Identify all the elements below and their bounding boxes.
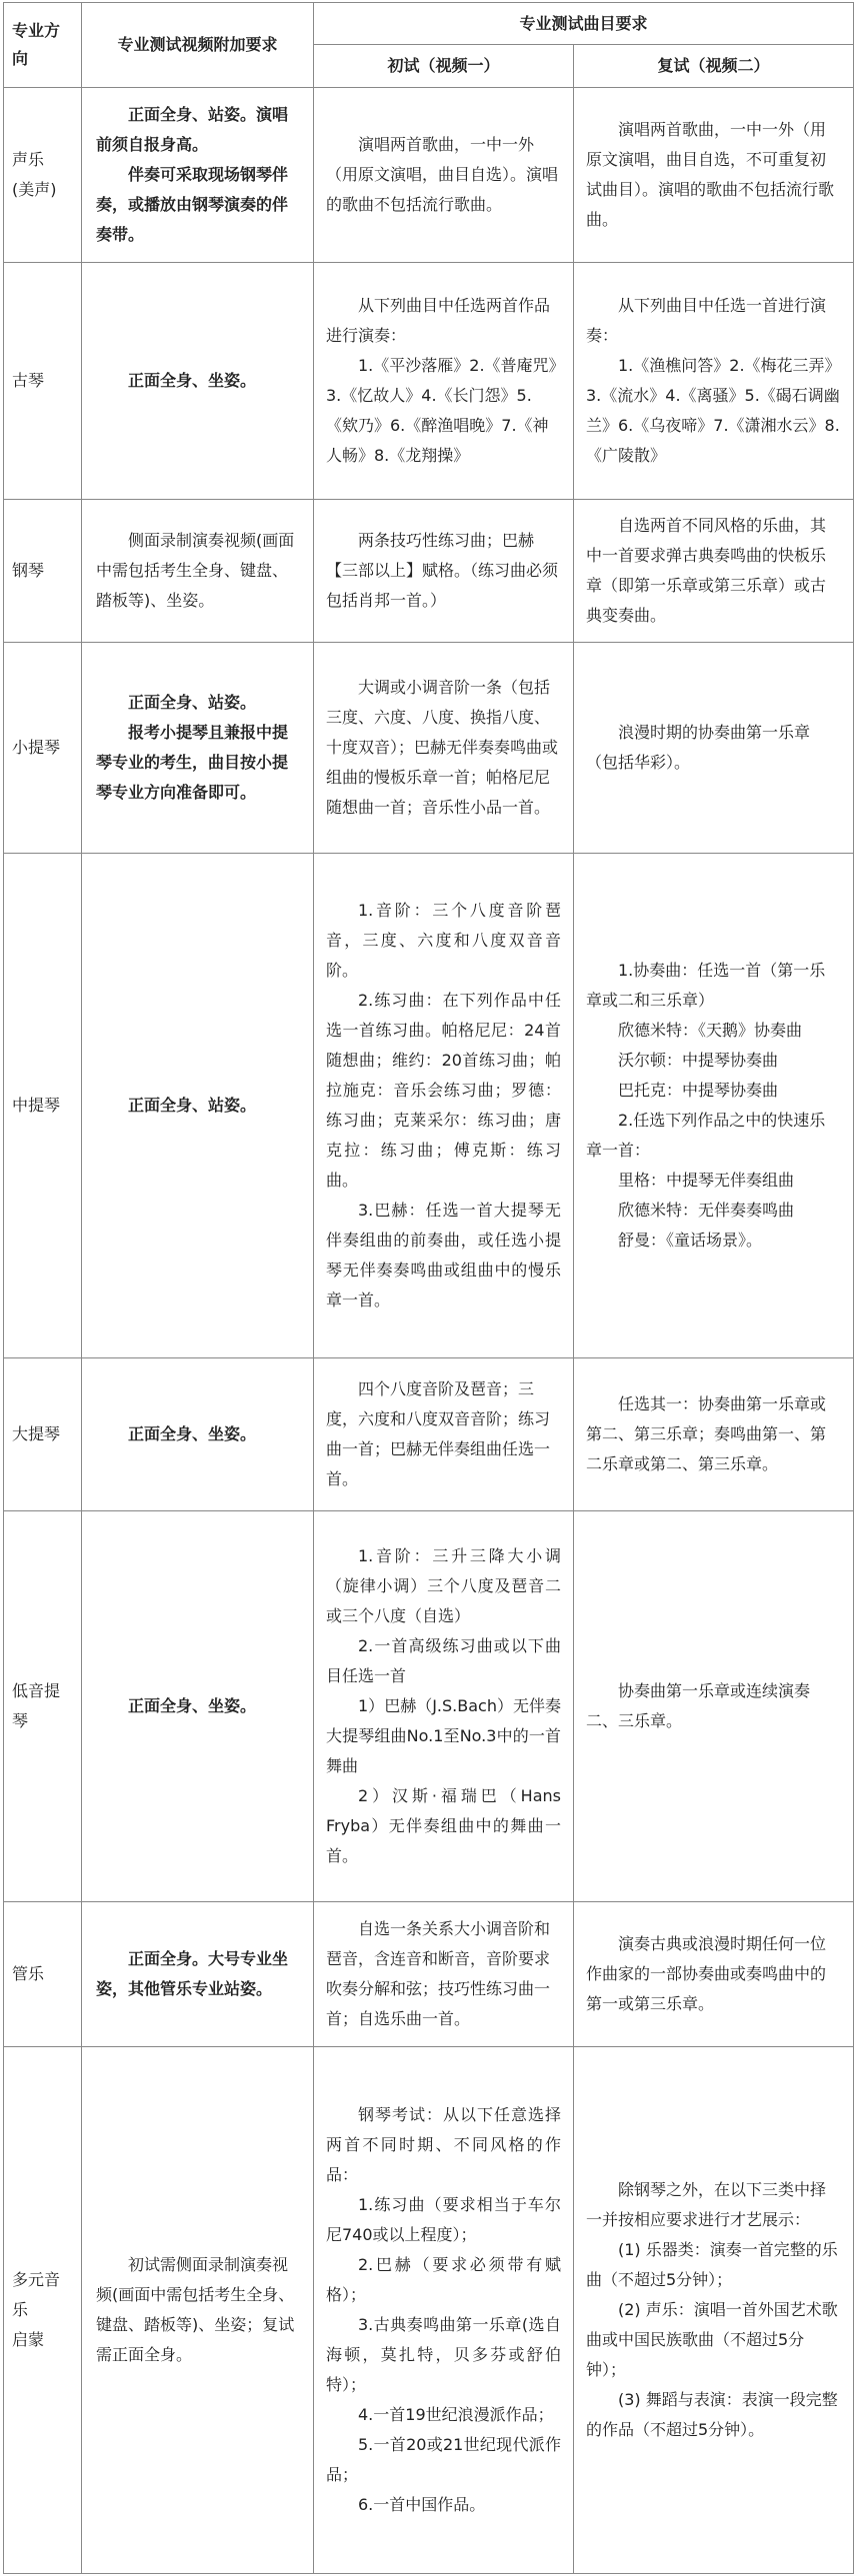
video-requirement — [82, 499, 314, 642]
first-round-line: 1.练习曲（要求相当于车尔尼740或以上程度）； — [326, 2195, 561, 2245]
major-name-text: 管乐 — [12, 1964, 45, 1984]
major-name-text: 大提琴 — [12, 1423, 61, 1443]
video-requirement — [82, 262, 314, 499]
second-round — [574, 262, 854, 499]
major-name — [4, 1357, 82, 1510]
second-round — [574, 499, 854, 642]
video-requirement — [82, 1357, 314, 1510]
second-round-line: 里格：中提琴无伴奏组曲 — [618, 1170, 795, 1190]
second-round-line: 欣德米特：无伴奏奏鸣曲 — [618, 1200, 795, 1220]
video-requirement — [82, 1510, 314, 1901]
first-round-line: 两条技巧性练习曲；巴赫【三部以上】赋格。（练习曲必须包括肖邦一首。） — [326, 530, 559, 610]
major-name — [4, 1510, 82, 1901]
requirement-line: 正面全身、站姿。 — [128, 692, 257, 712]
second-round — [574, 1357, 854, 1510]
requirement-line: 正面全身、站姿。演唱前须自报身高。 — [96, 104, 289, 154]
major-name-text: 古琴 — [12, 370, 45, 390]
first-round-line: 3.巴赫：任选一首大提琴无伴奏组曲的前奏曲，或任选小提琴无伴奏奏鸣曲或组曲中的慢乐章一首。 — [326, 1200, 561, 1309]
second-round-line: 演唱两首歌曲，一中一外（用原文演唱，曲目自选，不可重复初试曲目）。演唱的歌曲不包括流行歌曲。 — [586, 119, 835, 229]
row-vocal — [4, 87, 854, 262]
first-round-line: 从下列曲目中任选两首作品进行演奏： — [326, 295, 551, 345]
major-name-text: 低音提琴 — [12, 1681, 61, 1731]
second-round-line: 舒曼：《童话场景》。 — [618, 1230, 763, 1250]
video-requirement — [82, 853, 314, 1357]
requirement-line: 初试需侧面录制演奏视频(画面中需包括考生全身、键盘、踏板等)、坐姿；复试需正面全身。 — [96, 2255, 295, 2365]
header-first-round: 初试（视频一） — [314, 45, 574, 87]
header-video-extra: 专业测试视频附加要求 — [82, 3, 314, 88]
first-round-line: 1.《平沙落雁》2.《普庵咒》3.《忆故人》4.《长门怨》5.《欸乃》6.《醉渔唱晚》7.《神人畅》8.《龙翔操》 — [326, 355, 557, 465]
requirement-line: 侧面录制演奏视频(画面中需包括考生全身、键盘、踏板等)、坐姿。 — [96, 530, 295, 610]
first-round-line: 1）巴赫（J.S.Bach）无伴奏大提琴组曲No.1至No.3中的一首舞曲 — [326, 1696, 561, 1776]
second-round — [574, 87, 854, 262]
major-name — [4, 2047, 82, 2574]
second-round-line: 演奏古典或浪漫时期任何一位作曲家的一部协奏曲或奏鸣曲中的第一或第三乐章。 — [586, 1934, 827, 2014]
first-round-line: 2）汉斯·福瑞巴（Hans Fryba）无伴奏组曲中的舞曲一首。 — [326, 1786, 561, 1866]
row-guqin — [4, 262, 854, 499]
video-requirement — [82, 2047, 314, 2574]
first-round-line: 自选一条关系大小调音阶和琶音，含连音和断音，音阶要求吹奏分解和弦；技巧性练习曲一首；自选乐曲一首。 — [326, 1919, 551, 2029]
first-round-line: 5.一首20或21世纪现代派作品； — [326, 2435, 561, 2485]
major-name-text: 钢琴 — [12, 560, 45, 580]
major-name — [4, 87, 82, 262]
row-wind — [4, 1902, 854, 2047]
second-round-line: 自选两首不同风格的乐曲，其中一首要求弹古典奏鸣曲的快板乐章（即第一乐章或第三乐章）或古典变奏曲。 — [586, 515, 827, 625]
second-round — [574, 2047, 854, 2574]
second-round-line: 巴托克：中提琴协奏曲 — [618, 1080, 779, 1100]
major-name — [4, 1902, 82, 2047]
first-round — [314, 1902, 574, 2047]
second-round-line: 2.任选下列作品之中的快速乐章一首： — [586, 1110, 826, 1160]
second-round-line: 任选其一：协奏曲第一乐章或第二、第三乐章；奏鸣曲第一、第二乐章或第二、第三乐章。 — [586, 1393, 827, 1473]
first-round — [314, 2047, 574, 2574]
first-round-line: 6.一首中国作品。 — [358, 2495, 486, 2515]
requirements-table — [3, 2, 854, 2574]
row-multi-music — [4, 2047, 854, 2574]
second-round-line: 欣德米特：《天鹅》协奏曲 — [618, 1020, 803, 1040]
second-round-line: (2) 声乐：演唱一首外国艺术歌曲或中国民族歌曲（不超过5分钟）； — [586, 2300, 838, 2380]
major-name — [4, 262, 82, 499]
first-round — [314, 262, 574, 499]
requirement-line: 伴奏可采取现场钢琴伴奏，或播放由钢琴演奏的伴奏带。 — [96, 164, 289, 244]
first-round-line: 2.一首高级练习曲或以下曲目任选一首 — [326, 1636, 561, 1686]
first-round-line: 2.练习曲：在下列作品中任选一首练习曲。帕格尼尼：24首随想曲；维约：20首练习曲；帕拉施克：音乐会练习曲；罗德：练习曲；克莱采尔：练习曲；唐克拉：练习曲；傅克斯：练习曲。 — [326, 990, 561, 1190]
first-round — [314, 642, 574, 853]
first-round-line: 大调或小调音阶一条（包括三度、六度、八度、换指八度、十度双音）；巴赫无伴奏奏鸣曲或组曲的慢板乐章一首；帕格尼尼随想曲一首；音乐性小品一首。 — [326, 677, 559, 817]
first-round-line: 钢琴考试：从以下任意选择两首不同时期、不同风格的作品： — [326, 2105, 561, 2185]
second-round — [574, 1510, 854, 1901]
row-viola — [4, 853, 854, 1357]
second-round — [574, 1902, 854, 2047]
first-round — [314, 87, 574, 262]
second-round — [574, 642, 854, 853]
header-second-round: 复试（视频二） — [574, 45, 854, 87]
first-round-line: 四个八度音阶及琶音；三度，六度和八度双音音阶；练习曲一首；巴赫无伴奏组曲任选一首。 — [326, 1378, 551, 1488]
second-round-line: 1.协奏曲：任选一首（第一乐章或二和三乐章） — [586, 960, 826, 1010]
major-name-text: 多元音乐 启蒙 — [12, 2270, 61, 2350]
row-cello — [4, 1357, 854, 1510]
row-violin — [4, 642, 854, 853]
header-row — [4, 3, 854, 45]
header-direction: 专业方向 — [4, 3, 82, 88]
major-name — [4, 642, 82, 853]
requirement-line: 正面全身、坐姿。 — [128, 1696, 257, 1716]
requirement-line: 正面全身。大号专业坐姿，其他管乐专业站姿。 — [96, 1949, 289, 1999]
second-round-line: 沃尔顿：中提琴协奏曲 — [618, 1050, 779, 1070]
video-requirement — [82, 87, 314, 262]
requirement-line: 正面全身、坐姿。 — [128, 370, 257, 390]
second-round-line: 协奏曲第一乐章或连续演奏二、三乐章。 — [586, 1681, 811, 1731]
first-round — [314, 853, 574, 1357]
first-round-line: 3.古典奏鸣曲第一乐章(选自海顿，莫扎特，贝多芬或舒伯特）； — [326, 2315, 561, 2395]
major-name — [4, 499, 82, 642]
video-requirement — [82, 642, 314, 853]
requirement-line: 正面全身、坐姿。 — [128, 1423, 257, 1443]
second-round-line: 从下列曲目中任选一首进行演奏： — [586, 295, 827, 345]
requirement-line: 报考小提琴且兼报中提琴专业的考生，曲目按小提琴专业方向准备即可。 — [96, 722, 289, 802]
first-round-line: 1.音阶：三个八度音阶琶音，三度、六度和八度双音音阶。 — [326, 900, 561, 980]
first-round-line: 1.音阶：三升三降大小调（旋律小调）三个八度及琶音二或三个八度（自选） — [326, 1546, 561, 1626]
header-repertoire: 专业测试曲目要求 — [314, 3, 854, 45]
first-round — [314, 1357, 574, 1510]
major-name-text: 中提琴 — [12, 1095, 61, 1115]
row-piano — [4, 499, 854, 642]
second-round — [574, 853, 854, 1357]
first-round-line: 2.巴赫（要求必须带有赋格）； — [326, 2255, 561, 2305]
requirement-line: 正面全身、站姿。 — [128, 1095, 257, 1115]
major-name-text: 声乐 (美声) — [12, 149, 57, 199]
first-round — [314, 1510, 574, 1901]
second-round-line: 浪漫时期的协奏曲第一乐章（包括华彩）。 — [586, 722, 811, 772]
major-name — [4, 853, 82, 1357]
second-round-line: (1) 乐器类：演奏一首完整的乐曲（不超过5分钟）； — [586, 2240, 838, 2290]
first-round — [314, 499, 574, 642]
first-round-line: 4.一首19世纪浪漫派作品； — [358, 2405, 554, 2425]
second-round-line: 除钢琴之外，在以下三类中择一并按相应要求进行才艺展示： — [586, 2180, 827, 2230]
video-requirement — [82, 1902, 314, 2047]
major-name-text: 小提琴 — [12, 737, 61, 757]
row-double-bass — [4, 1510, 854, 1901]
second-round-line: (3) 舞蹈与表演：表演一段完整的作品（不超过5分钟）。 — [586, 2390, 838, 2440]
second-round-line: 1.《渔樵问答》2.《梅花三弄》3.《流水》4.《离骚》5.《碣石调幽兰》6.《乌夜啼》7.《潇湘水云》8.《广陵散》 — [586, 355, 841, 465]
first-round-line: 演唱两首歌曲，一中一外（用原文演唱，曲目自选）。演唱的歌曲不包括流行歌曲。 — [326, 134, 559, 214]
